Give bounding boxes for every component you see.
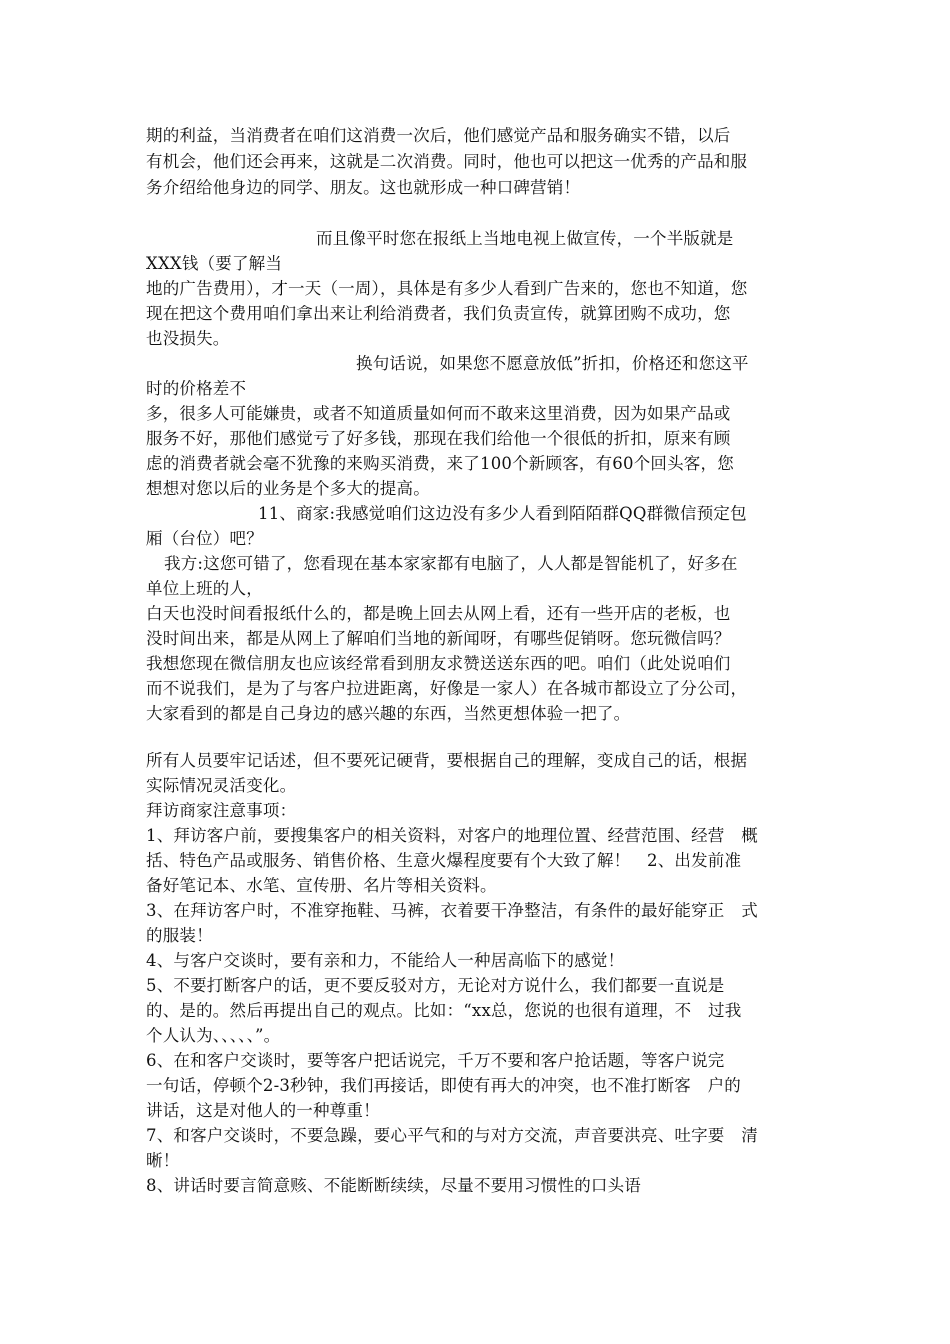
text-line: 地的广告费用），才一天（一周），具体是有多少人看到广告来的，您也不知道，您 xyxy=(146,279,748,298)
text-line: 一句话，停顿个2-3秒钟，我们再接话，即使有再大的冲突，也不准打断客 户的 xyxy=(146,1076,741,1095)
text-line: 3、在拜访客户时，不准穿拖鞋、马裤，衣着要干净整洁，有条件的最好能穿正 式 xyxy=(146,901,758,920)
text-line: 而不说我们，是为了与客户拉进距离，好像是一家人）在各城市都设立了分公司， xyxy=(146,679,748,698)
text-line: 所有人员要牢记话述，但不要死记硬背，要根据自己的理解，变成自己的话，根据 xyxy=(146,751,748,770)
text-line: 1、拜访客户前，要搜集客户的相关资料，对客户的地理位置、经营范围、经营 概 xyxy=(146,826,758,845)
text-line: 7、和客户交谈时，不要急躁，要心平气和的与对方交流，声音要洪亮、吐字要 清 xyxy=(146,1126,758,1145)
text-line: 单位上班的人， xyxy=(146,579,263,598)
text-line: 虑的消费者就会毫不犹豫的来购买消费，来了100个新顾客，有60个回头客，您 xyxy=(146,454,734,473)
text-line: 6、在和客户交谈时，要等客户把话说完，千万不要和客户抢话题，等客户说完 xyxy=(146,1051,725,1070)
text-line: 实际情况灵活变化。 xyxy=(146,776,297,795)
text-line: 服务不好，那他们感觉亏了好多钱，那现在我们给他一个很低的折扣，原来有顾 xyxy=(146,429,731,448)
text-line: 现在把这个费用咱们拿出来让利给消费者，我们负责宣传，就算团购不成功，您 xyxy=(146,304,731,323)
text-line: 我想您现在微信朋友也应该经常看到朋友求赞送送东西的吧。咱们（此处说咱们 xyxy=(146,654,731,673)
text-line: 有机会，他们还会再来，这就是二次消费。同时，他也可以把这一优秀的产品和服 xyxy=(146,152,748,171)
text-line: 期的利益，当消费者在咱们这消费一次后，他们感觉产品和服务确实不错，以后 xyxy=(146,126,731,145)
text-line: 的服装！ xyxy=(146,926,213,945)
text-line: 5、不要打断客户的话，更不要反驳对方，无论对方说什么，我们都要一直说是 xyxy=(146,976,725,995)
text-line: 也没损失。 xyxy=(146,329,230,348)
text-line: 的、是的。然后再提出自己的观点。比如：“xx总，您说的也很有道理，不 过我 xyxy=(146,1001,742,1020)
text-line: 时的价格差不 xyxy=(146,379,247,398)
text-line: 务介绍给他身边的同学、朋友。这也就形成一种口碑营销！ xyxy=(146,178,581,197)
text-line: 讲话，这是对他人的一种尊重！ xyxy=(146,1101,380,1120)
text-line: 厢（台位）吧？ xyxy=(146,529,263,548)
text-line: 换句话说，如果您不愿意放低”折扣，价格还和您这平 xyxy=(356,354,749,373)
text-line: 多，很多人可能嫌贵，或者不知道质量如何而不敢来这里消费，因为如果产品或 xyxy=(146,404,731,423)
text-line: 我方:这您可错了，您看现在基本家家都有电脑了，人人都是智能机了，好多在 xyxy=(164,554,738,573)
text-line: 8、讲话时要言简意赅、不能断断续续，尽量不要用习惯性的口头语 xyxy=(146,1176,641,1195)
text-line: 大家看到的都是自己身边的感兴趣的东西，当然更想体验一把了。 xyxy=(146,704,631,723)
text-line: 没时间出来，都是从网上了解咱们当地的新闻呀，有哪些促销呀。您玩微信吗？ xyxy=(146,629,731,648)
text-line: 而且像平时您在报纸上当地电视上做宣传，一个半版就是 xyxy=(316,229,734,248)
text-line: 拜访商家注意事项： xyxy=(146,801,297,820)
text-line: 白天也没时间看报纸什么的，都是晚上回去从网上看，还有一些开店的老板，也 xyxy=(146,604,731,623)
text-line: 想想对您以后的业务是个多大的提高。 xyxy=(146,479,430,498)
text-line: 4、与客户交谈时，要有亲和力，不能给人一种居高临下的感觉！ xyxy=(146,951,625,970)
text-line: 括、特色产品或服务、销售价格、生意火爆程度要有个大致了解！ 2、出发前准 xyxy=(146,851,742,870)
text-line: 晰！ xyxy=(146,1151,180,1170)
text-line: 个人认为、、、、、”。 xyxy=(146,1026,281,1045)
text-line: 11、商家:我感觉咱们这边没有多少人看到陌陌群QQ群微信预定包 xyxy=(258,504,747,523)
text-line: 备好笔记本、水笔、宣传册、名片等相关资料。 xyxy=(146,876,497,895)
text-line: XXX钱（要了解当 xyxy=(146,254,283,273)
